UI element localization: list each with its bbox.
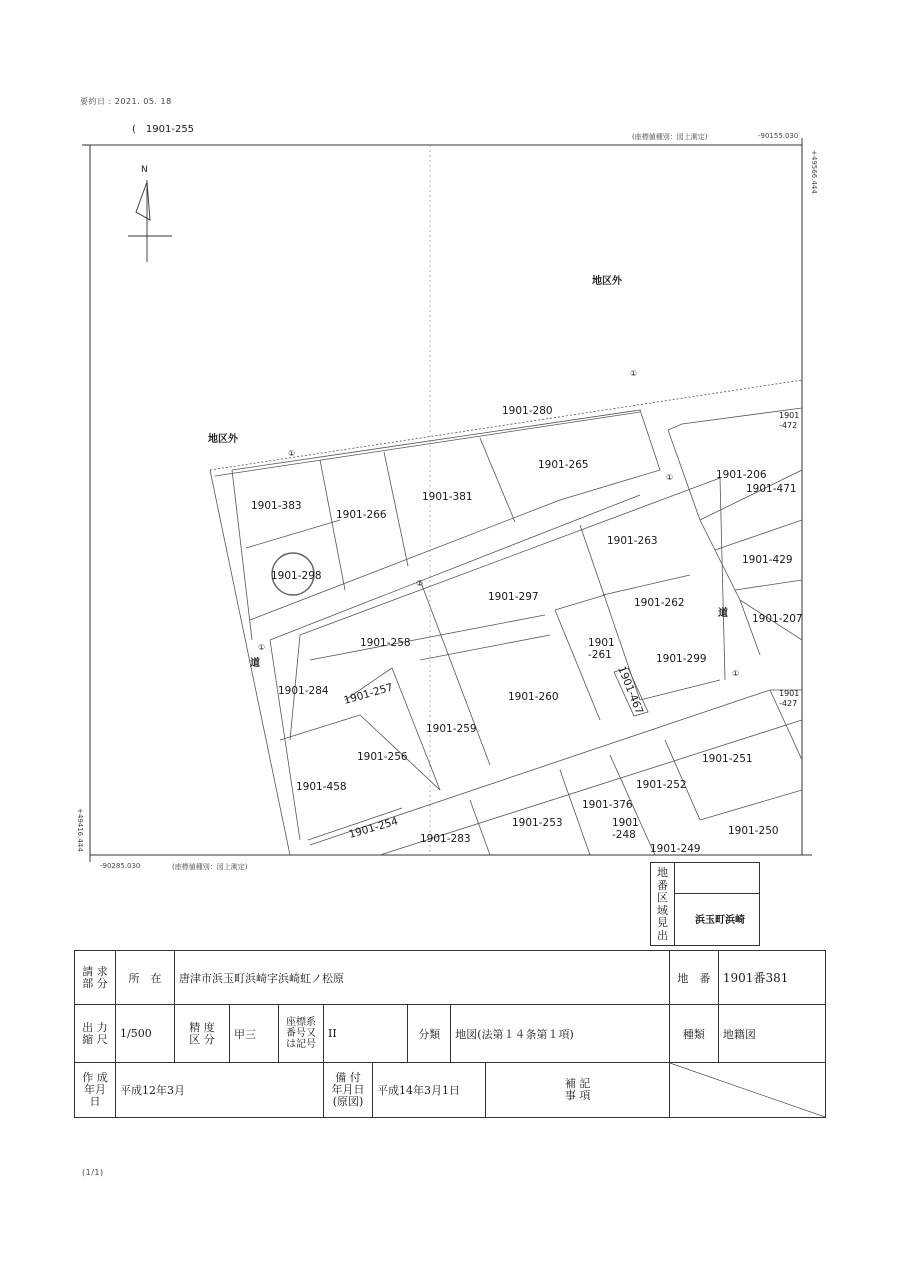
label-out-of-district-1: 地区外 (592, 276, 622, 287)
print-date: 要約日 : 2021. 05. 18 (80, 97, 172, 106)
lot-1901-259: 1901-259 (426, 723, 477, 735)
lot-1901-254: 1901-254 (347, 815, 400, 841)
lot-1901-260: 1901-260 (508, 691, 559, 703)
lot-label: 地 番 (669, 951, 718, 1005)
lot-1901-248-b: -248 (612, 829, 636, 841)
lot-1901-252: 1901-252 (636, 779, 687, 791)
coord-system-label: 座標系 番号又 は記号 (279, 1005, 324, 1063)
lot-1901-472-a: 1901 (779, 411, 800, 420)
lot-1901-472-b: -472 (779, 421, 798, 430)
lot-1901-251: 1901-251 (702, 753, 753, 765)
strike-diagonal (670, 1063, 825, 1117)
lot-value: 1901番381 (718, 951, 825, 1005)
district-index-label: 地 番 区 域 見 出 (651, 863, 675, 945)
label-out-of-district-2: 地区外 (208, 434, 238, 445)
lot-1901-283: 1901-283 (420, 833, 471, 845)
location-value: 唐津市浜玉町浜崎字浜崎虹ノ松原 (175, 951, 670, 1005)
coord-y-top-right: +49566.444 (810, 150, 818, 194)
lot-1901-427-b: -427 (779, 699, 798, 708)
class-label: 分類 (408, 1005, 451, 1063)
lot-1901-249: 1901-249 (650, 843, 701, 855)
lot-1901-376: 1901-376 (582, 799, 633, 811)
lot-1901-248-a: 1901 (612, 817, 639, 829)
lot-1901-284: 1901-284 (278, 685, 329, 697)
precision-value: 甲三 (230, 1005, 279, 1063)
page-number: (1/1) (82, 1168, 104, 1177)
marker-2: ① (288, 449, 296, 458)
lot-1901-280: 1901-280 (502, 405, 553, 417)
lot-1901-261-a: 1901 (588, 637, 615, 649)
lot-1901-429: 1901-429 (742, 554, 793, 566)
backdate-label: 備 付 年月日 (原図) (324, 1063, 373, 1118)
precision-label: 精 度 区 分 (175, 1005, 230, 1063)
lot-1901-256: 1901-256 (357, 751, 408, 763)
label-road-2: 道 (250, 658, 260, 669)
lot-1901-250: 1901-250 (728, 825, 779, 837)
created-value: 平成12年3月 (116, 1063, 324, 1118)
lot-1901-467: 1901-467 (615, 664, 646, 717)
backdate-value: 平成14年3月1日 (373, 1063, 486, 1118)
lot-1901-266: 1901-266 (336, 509, 387, 521)
scale-label: 出 力 縮 尺 (75, 1005, 116, 1063)
marker-4: ① (416, 579, 424, 588)
reference-lot: ( 1901-255 (132, 124, 195, 135)
type-value: 地籍図 (718, 1005, 825, 1063)
lot-1901-471: 1901-471 (746, 483, 797, 495)
info-table (74, 950, 826, 1118)
created-label: 作 成 年月日 (75, 1063, 116, 1118)
label-road-1: 道 (718, 608, 728, 619)
coord-x-top: -90155.030 (758, 132, 799, 140)
coord-system-value: II (324, 1005, 408, 1063)
lot-1901-262: 1901-262 (634, 597, 685, 609)
lot-1901-298: 1901-298 (271, 570, 322, 582)
lot-1901-207: 1901-207 (752, 613, 803, 625)
lot-1901-427-a: 1901 (779, 689, 800, 698)
index-divider (675, 893, 759, 894)
north-label: N (141, 165, 148, 175)
location-label: 所 在 (116, 951, 175, 1005)
lot-1901-265: 1901-265 (538, 459, 589, 471)
notes-label: 補 記 事 項 (486, 1063, 669, 1118)
scale-value: 1/500 (116, 1005, 175, 1063)
coord-method-top: (座標値種別：図上測定) (632, 133, 708, 141)
lot-1901-257: 1901-257 (342, 681, 395, 707)
marker-1: ① (630, 369, 638, 378)
lot-1901-206: 1901-206 (716, 469, 767, 481)
marker-6: ① (732, 669, 740, 678)
lot-1901-263: 1901-263 (607, 535, 658, 547)
lot-1901-458: 1901-458 (296, 781, 347, 793)
lot-1901-383: 1901-383 (251, 500, 302, 512)
coord-y-bottom-left: +49416.444 (76, 808, 84, 852)
marker-5: ① (258, 643, 266, 652)
district-index-value: 浜玉町浜崎 (695, 915, 745, 926)
lot-1901-261-b: -261 (588, 649, 612, 661)
lot-1901-297: 1901-297 (488, 591, 539, 603)
coord-method-bottom: (座標値種別：図上測定) (172, 863, 248, 871)
request-label: 請 求 部 分 (75, 951, 116, 1005)
lot-1901-299: 1901-299 (656, 653, 707, 665)
district-index-box (650, 862, 760, 946)
north-arrow-icon (128, 165, 172, 262)
lot-1901-258: 1901-258 (360, 637, 411, 649)
notes-value-cell (669, 1063, 825, 1118)
lot-1901-381: 1901-381 (422, 491, 473, 503)
type-label: 種類 (669, 1005, 718, 1063)
coord-x-bottom: -90285.030 (100, 862, 141, 870)
lot-labels (251, 405, 803, 855)
class-value: 地図(法第１４条第１項) (451, 1005, 670, 1063)
marker-3: ① (666, 473, 674, 482)
lot-1901-253: 1901-253 (512, 817, 563, 829)
